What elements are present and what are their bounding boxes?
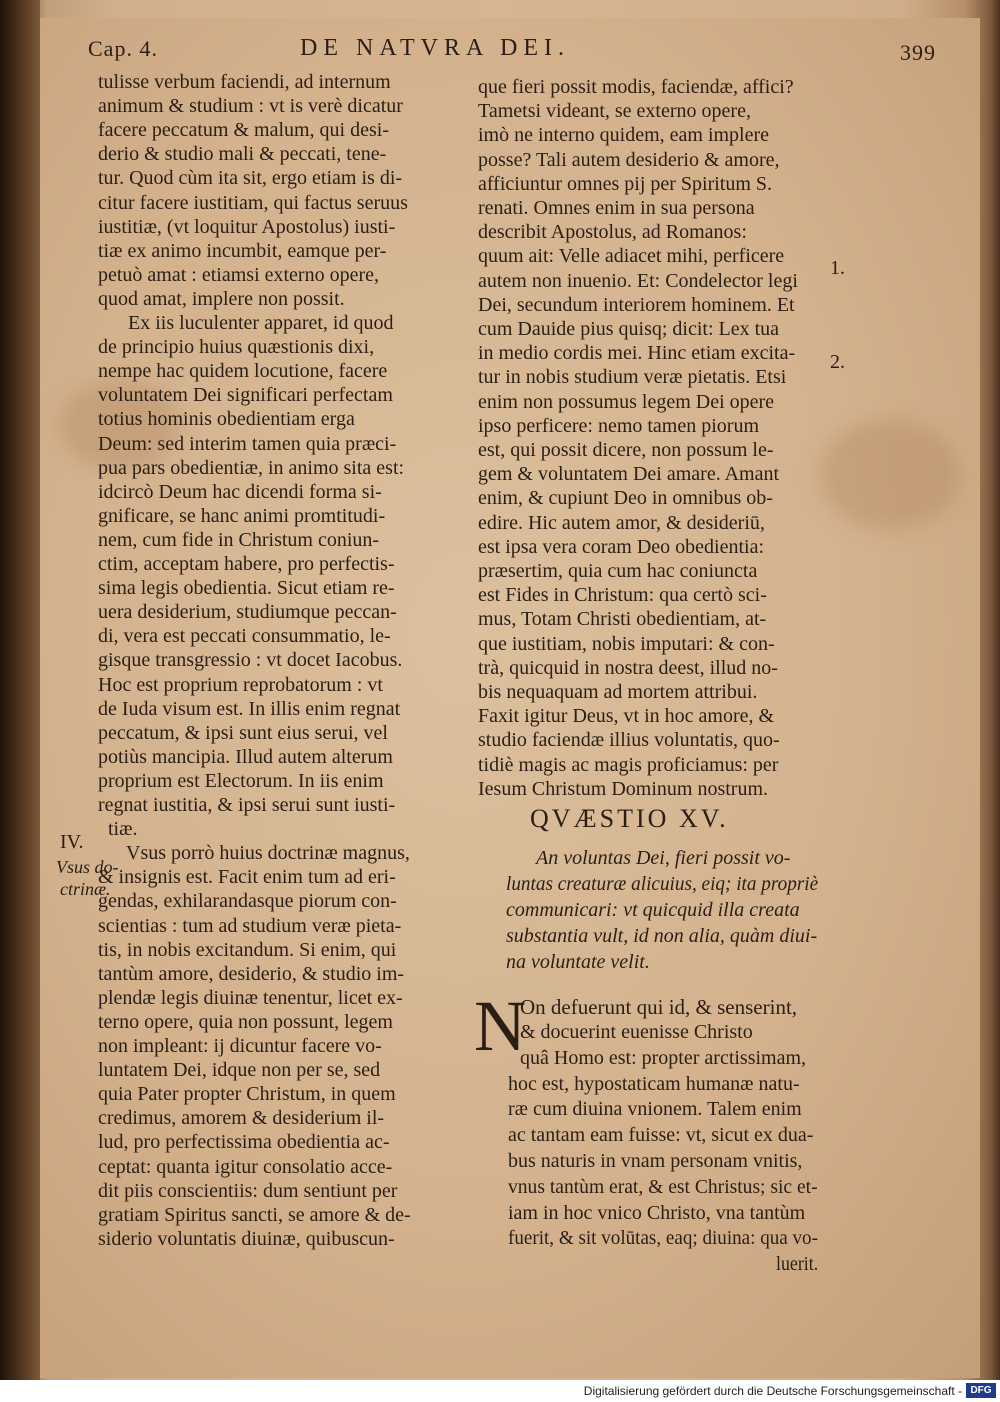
text-line: tulisse verbum faciendi, ad internum [98, 71, 391, 93]
text-line: proprium est Electorum. In iis enim [98, 769, 384, 792]
text-line: tur in nobis studium veræ pietatis. Etsi [478, 366, 787, 389]
text-line: tiæ ex animo incumbit, eamque per- [98, 239, 387, 262]
text-line: ipso perficere: nemo tamen piorum [478, 414, 760, 437]
text-line: trà, quicquid in nostra deest, illud no- [478, 656, 778, 679]
text-line: regnat iustitia, & ipsi serui sunt iusti- [98, 794, 396, 816]
text-line: est, qui possit dicere, non possum le- [478, 439, 774, 461]
margin-note-line: ctrinæ. [60, 879, 111, 899]
text-line: Ex iis luculenter apparet, id quod [128, 312, 394, 334]
text-line: mus, Totam Christi obedientiam, at- [478, 608, 767, 631]
paper-stain [820, 420, 960, 530]
text-line: tidiè magis ac magis proficiamus: per [478, 753, 779, 776]
text-line: ceptat: quanta igitur consolatio acce- [98, 1155, 393, 1178]
margin-marker: 1. [830, 257, 845, 279]
text-line: quia Pater propter Christum, in quem [98, 1083, 396, 1106]
section-number: IV. [60, 831, 84, 853]
chapter-label: Cap. 4. [88, 36, 158, 61]
text-line: plendæ legis diuinæ tenentur, licet ex- [98, 986, 403, 1009]
text-line: bus naturis in vnam personam vnitis, [508, 1150, 803, 1172]
text-line: nem, cum fide in Christum coniun- [98, 528, 380, 551]
text-line: Dei, secundum interiorem hominem. Et [478, 293, 795, 316]
text-line: tantùm amore, desiderio, & studio im- [98, 962, 405, 985]
text-line: vnus tantùm erat, & est Christus; sic et- [508, 1175, 818, 1198]
text-line: terno opere, quia non possunt, legem [98, 1010, 393, 1033]
text-line: studio faciendæ illius voluntatis, quo- [478, 729, 780, 752]
text-line: tis, in nobis excitandum. Si enim, qui [98, 938, 397, 961]
text-line: que fieri possit modis, faciendæ, affici? [478, 76, 794, 98]
running-title: DE NATVRA DEI. [300, 35, 570, 61]
text-line: voluntatem Dei significari perfectam [98, 384, 393, 407]
text-line: enim non possumus legem Dei opere [478, 390, 775, 413]
text-line: gendas, exhilarandasque piorum con- [98, 890, 397, 913]
text-line: quâ Homo est: propter arctissimam, [520, 1046, 807, 1069]
text-line: posse? Tali autem desiderio & amore, [478, 148, 780, 171]
text-line: gem & voluntatem Dei amare. Amant [478, 463, 780, 486]
text-line: gisque transgressio : vt docet Iacobus. [98, 649, 403, 672]
text-line: de Iuda visum est. In illis enim regnat [98, 697, 401, 720]
text-line: bis nequaquam ad mortem attribui. [478, 681, 758, 703]
text-line: derio & studio mali & peccati, tene- [98, 143, 387, 166]
text-line: siderio voluntatis diuinæ, quibuscun- [98, 1227, 395, 1250]
text-line: idcircò Deum hac dicendi forma si- [98, 480, 382, 503]
text-line: petuò amat : etiamsi externo opere, [98, 263, 380, 286]
text-line: præsertim, quia cum hac coniuncta [478, 560, 758, 582]
text-line: totius hominis obedientiam erga [98, 408, 355, 431]
text-line: imò ne interno quidem, eam implere [478, 124, 770, 147]
funding-notice: Digitalisierung gefördert durch die Deutsche Forschungsgemeinschaft - [583, 1384, 962, 1398]
question-line: An voluntas Dei, fieri possit vo- [536, 847, 791, 869]
text-line: Tametsi videant, se externo opere, [478, 100, 751, 123]
text-line: luntatem Dei, idque non per se, sed [98, 1059, 381, 1082]
text-line: tur. Quod cùm ita sit, ergo etiam is di- [98, 167, 403, 190]
text-line: gratiam Spiritus sancti, se amore & de- [98, 1203, 411, 1226]
text-line: enim, & cupiunt Deo in omnibus ob- [478, 487, 773, 510]
text-line: facere peccatum & malum, qui desi- [98, 119, 389, 142]
text-line: iustitiæ, (vt loquitur Apostolus) iusti- [98, 215, 396, 238]
text-line: que iustitiam, nobis imputari: & con- [478, 632, 775, 655]
question-line: na voluntate velit. [506, 951, 650, 973]
text-line: sima legis obedientia. Sicut etiam re- [98, 577, 395, 600]
body-first-line: On defuerunt qui id, & senserint, [520, 995, 798, 1019]
text-line: citur facere iustitiam, qui factus seruus [98, 191, 408, 214]
text-line: quum ait: Velle adiacet mihi, perficere [478, 245, 785, 268]
text-line: potiùs mancipia. Illud autem alterum [98, 745, 393, 768]
digitization-footer [0, 1380, 1000, 1402]
question-line: luntas creaturæ alicuius, eiq; ita propriè [506, 873, 819, 895]
text-line: uera desiderium, studiumque peccan- [98, 601, 397, 624]
text-line: autem non inuenio. Et: Condelector legi [478, 269, 798, 292]
margin-marker: 2. [830, 351, 845, 373]
text-line: non impleant: ij dicuntur facere vo- [98, 1035, 382, 1057]
dfg-logo: DFG [966, 1383, 996, 1398]
text-line: & docuerint euenisse Christo [520, 1021, 753, 1043]
text-line: Faxit igitur Deus, vt in hoc amore, & [478, 705, 775, 728]
text-line: peccatum, & ipsi sunt eius serui, vel [98, 721, 388, 744]
text-line: hoc est, hypostaticam humanæ natu- [508, 1072, 800, 1095]
text-line: ctim, acceptam habere, pro perfectis- [98, 553, 395, 575]
text-line: gnificare, se hanc animi promtitudi- [98, 504, 386, 527]
book-spine-edge [0, 0, 40, 1380]
text-line: est ipsa vera coram Deo obedientia: [478, 535, 764, 558]
text-line: quod amat, implere non possit. [98, 287, 345, 310]
text-line: credimus, amorem & desiderium il- [98, 1107, 385, 1130]
text-line: ræ cum diuina vnionem. Talem enim [508, 1098, 802, 1121]
text-line: de principio huius quæstionis dixi, [98, 336, 375, 359]
text-line: pua pars obedientiæ, in animo sita est: [98, 456, 405, 479]
text-line: ac tantam eam fuisse: vt, sicut ex dua- [508, 1124, 814, 1147]
text-line: in medio cordis mei. Hinc etiam excita- [478, 342, 796, 365]
text-line: iam in hoc vnico Christo, vna tantùm [508, 1201, 806, 1224]
text-line: afficiuntur omnes pij per Spiritum S. [478, 172, 773, 195]
text-line: & insignis est. Facit enim tum ad eri- [98, 866, 396, 889]
text-line: Iesum Christum Dominum nostrum. [478, 777, 768, 800]
text-line: scientias : tum ad studium veræ pieta- [98, 914, 402, 937]
text-line: Deum: sed interim tamen quia præci- [98, 432, 397, 455]
text-line: edire. Hic autem amor, & desideriū, [478, 511, 765, 534]
text-line: renati. Omnes enim in sua persona [478, 197, 755, 219]
question-heading: QVÆSTIO XV. [530, 804, 729, 833]
text-line: dit piis conscientiis: dum sentiunt per [98, 1179, 398, 1202]
margin-note-line: Vsus do- [56, 857, 119, 877]
text-line: cum Dauide pius quisq; dicit: Lex tua [478, 318, 780, 340]
text-line: Hoc est proprium reprobatorum : vt [98, 673, 383, 696]
text-line: lud, pro perfectissima obedientia ac- [98, 1131, 390, 1154]
text-line: describit Apostolus, ad Romanos: [478, 221, 747, 244]
text-line: luerit. [776, 1253, 819, 1276]
text-line: Vsus porrò huius doctrinæ magnus, [126, 842, 410, 865]
text-line: est Fides in Christum: qua certò sci- [478, 584, 767, 607]
drop-cap: N [474, 986, 526, 1066]
text-line: fuerit, & sit volūtas, eaq; diuina: qua vo- [508, 1227, 818, 1250]
question-line: substantia vult, id non alia, quàm diui- [506, 925, 818, 947]
text-line: nempe hac quidem locutione, facere [98, 360, 388, 383]
text-line: animum & studium : vt is verè dicatur [98, 95, 403, 118]
page-number: 399 [900, 40, 936, 65]
text-line: tiæ. [108, 818, 138, 841]
question-line: communicari: vt quicquid illa creata [506, 899, 800, 921]
text-line: di, vera est peccati consummatio, le- [98, 625, 391, 648]
